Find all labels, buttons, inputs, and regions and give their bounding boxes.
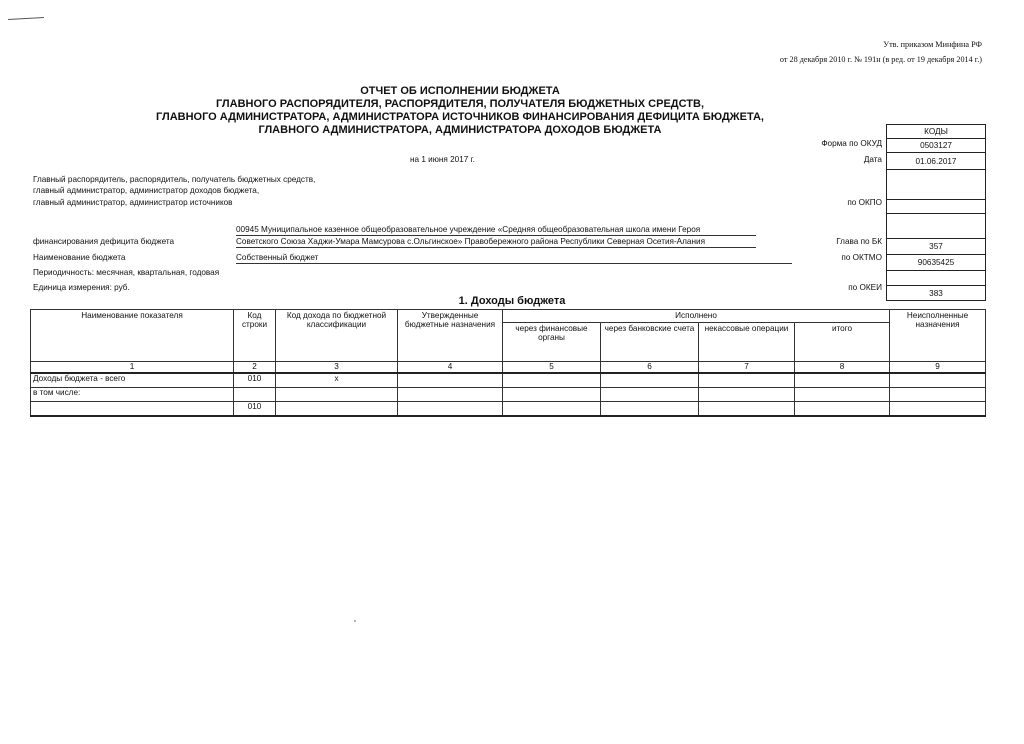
- spacer-cell: [887, 170, 985, 200]
- cell: [795, 388, 890, 402]
- oktmo-label: по ОКТМО: [841, 253, 882, 262]
- budget-label: Наименование бюджета: [33, 253, 126, 262]
- col-num: 5: [503, 362, 601, 374]
- date-value: 01.06.2017: [887, 153, 985, 170]
- row-code: 010: [234, 402, 276, 417]
- row-code: 010: [234, 373, 276, 388]
- bk-value: 357: [887, 239, 985, 255]
- admin-value-underline-1: [236, 235, 756, 236]
- col-num: 8: [795, 362, 890, 374]
- cell: [699, 373, 795, 388]
- report-title-1: ОТЧЕТ ОБ ИСПОЛНЕНИИ БЮДЖЕТА: [360, 85, 560, 97]
- cell: [398, 388, 503, 402]
- cell: [503, 373, 601, 388]
- admin-value-1: 00945 Муниципальное казенное общеобразовательное учреждение «Средняя общеобразовательная школа имени Героя: [236, 225, 701, 234]
- cell: [601, 388, 699, 402]
- bk-label: Глава по БК: [836, 237, 882, 246]
- col-header-unexecuted: Неисполненные назначения: [890, 310, 986, 362]
- cell: [890, 388, 986, 402]
- cell: [795, 373, 890, 388]
- admin-label-4: финансирования дефицита бюджета: [33, 237, 175, 246]
- cell: [601, 373, 699, 388]
- cell: [699, 388, 795, 402]
- codes-box: [886, 124, 986, 301]
- col-header-fin: через финансовые органы: [503, 323, 601, 362]
- row-name: [31, 402, 234, 417]
- okei-label: по ОКЕИ: [848, 283, 882, 292]
- admin-value-underline-2: [236, 247, 756, 248]
- cell: [795, 402, 890, 417]
- cell: [890, 373, 986, 388]
- scan-speck: [354, 620, 356, 622]
- cell: [503, 388, 601, 402]
- budget-value: Собственный бюджет: [236, 253, 319, 262]
- spacer-cell-2: [887, 214, 985, 239]
- codes-header: КОДЫ: [887, 125, 985, 139]
- section-title: 1. Доходы бюджета: [458, 295, 566, 307]
- row-name: Доходы бюджета - всего: [31, 373, 234, 388]
- approval-line-1: Утв. приказом Минфина РФ: [883, 40, 982, 49]
- okpo-value: [887, 200, 985, 214]
- table-row: [31, 388, 986, 402]
- budget-underline: [236, 263, 792, 264]
- approval-line-2: от 28 декабря 2010 г. № 191н (в ред. от 19 декабря 2014 г.): [779, 55, 982, 64]
- period-code-cell: [887, 271, 985, 286]
- income-table: [30, 309, 986, 417]
- date-label: Дата: [863, 155, 882, 164]
- row-code: [234, 388, 276, 402]
- col-num: 3: [276, 362, 398, 374]
- admin-label-3: главный администратор, администратор источников: [33, 198, 233, 207]
- row-name: в том числе:: [31, 388, 234, 402]
- report-title-2: ГЛАВНОГО РАСПОРЯДИТЕЛЯ, РАСПОРЯДИТЕЛЯ, ПОЛУЧАТЕЛЯ БЮДЖЕТНЫХ СРЕДСТВ,: [215, 98, 705, 110]
- okud-value: 0503127: [887, 139, 985, 153]
- okpo-label: по ОКПО: [847, 198, 882, 207]
- report-date: на 1 июня 2017 г.: [410, 155, 475, 164]
- col-num: 7: [699, 362, 795, 374]
- col-header-code: Код строки: [234, 310, 276, 362]
- table-row: [31, 402, 986, 417]
- admin-label-2: главный администратор, администратор доходов бюджета,: [33, 186, 260, 195]
- periodicity-label: Периодичность: месячная, квартальная, годовая: [33, 268, 220, 277]
- table-header-row: [31, 310, 986, 323]
- row-class: [276, 388, 398, 402]
- row-class: x: [276, 373, 398, 388]
- col-header-approved: Утвержденные бюджетные назначения: [398, 310, 503, 362]
- pen-scratch-mark: [8, 17, 44, 20]
- cell: [699, 402, 795, 417]
- cell: [398, 402, 503, 417]
- col-header-noncash: некассовые операции: [699, 323, 795, 362]
- table-row: [31, 373, 986, 388]
- cell: [398, 373, 503, 388]
- col-num: 1: [31, 362, 234, 374]
- report-title-4: ГЛАВНОГО АДМИНИСТРАТОРА, АДМИНИСТРАТОРА ДОХОДОВ БЮДЖЕТА: [258, 124, 662, 136]
- col-header-bank: через банковские счета: [601, 323, 699, 362]
- col-header-class: Код дохода по бюджетной классификации: [276, 310, 398, 362]
- col-header-total: итого: [795, 323, 890, 362]
- cell: [503, 402, 601, 417]
- admin-label-1: Главный распорядитель, распорядитель, получатель бюджетных средств,: [33, 175, 316, 184]
- col-num: 4: [398, 362, 503, 374]
- okei-value: 383: [929, 288, 943, 298]
- column-number-row: [31, 362, 986, 374]
- col-num: 9: [890, 362, 986, 374]
- oktmo-value: 90635425: [887, 255, 985, 271]
- cell: [890, 402, 986, 417]
- report-title-3: ГЛАВНОГО АДМИНИСТРАТОРА, АДМИНИСТРАТОРА ИСТОЧНИКОВ ФИНАНСИРОВАНИЯ ДЕФИЦИТА БЮДЖЕТА,: [156, 111, 764, 123]
- admin-value-2: Советского Союза Хаджи-Умара Мамсурова с.Ольгинское» Правобережного района Республики Северная Осетия-Алания: [236, 237, 705, 246]
- col-num: 6: [601, 362, 699, 374]
- unit-label: Единица измерения: руб.: [33, 283, 130, 292]
- okud-label: Форма по ОКУД: [821, 139, 882, 148]
- row-class: [276, 402, 398, 417]
- col-num: 2: [234, 362, 276, 374]
- cell: [601, 402, 699, 417]
- col-header-executed: Исполнено: [503, 310, 890, 323]
- col-header-name: Наименование показателя: [31, 310, 234, 362]
